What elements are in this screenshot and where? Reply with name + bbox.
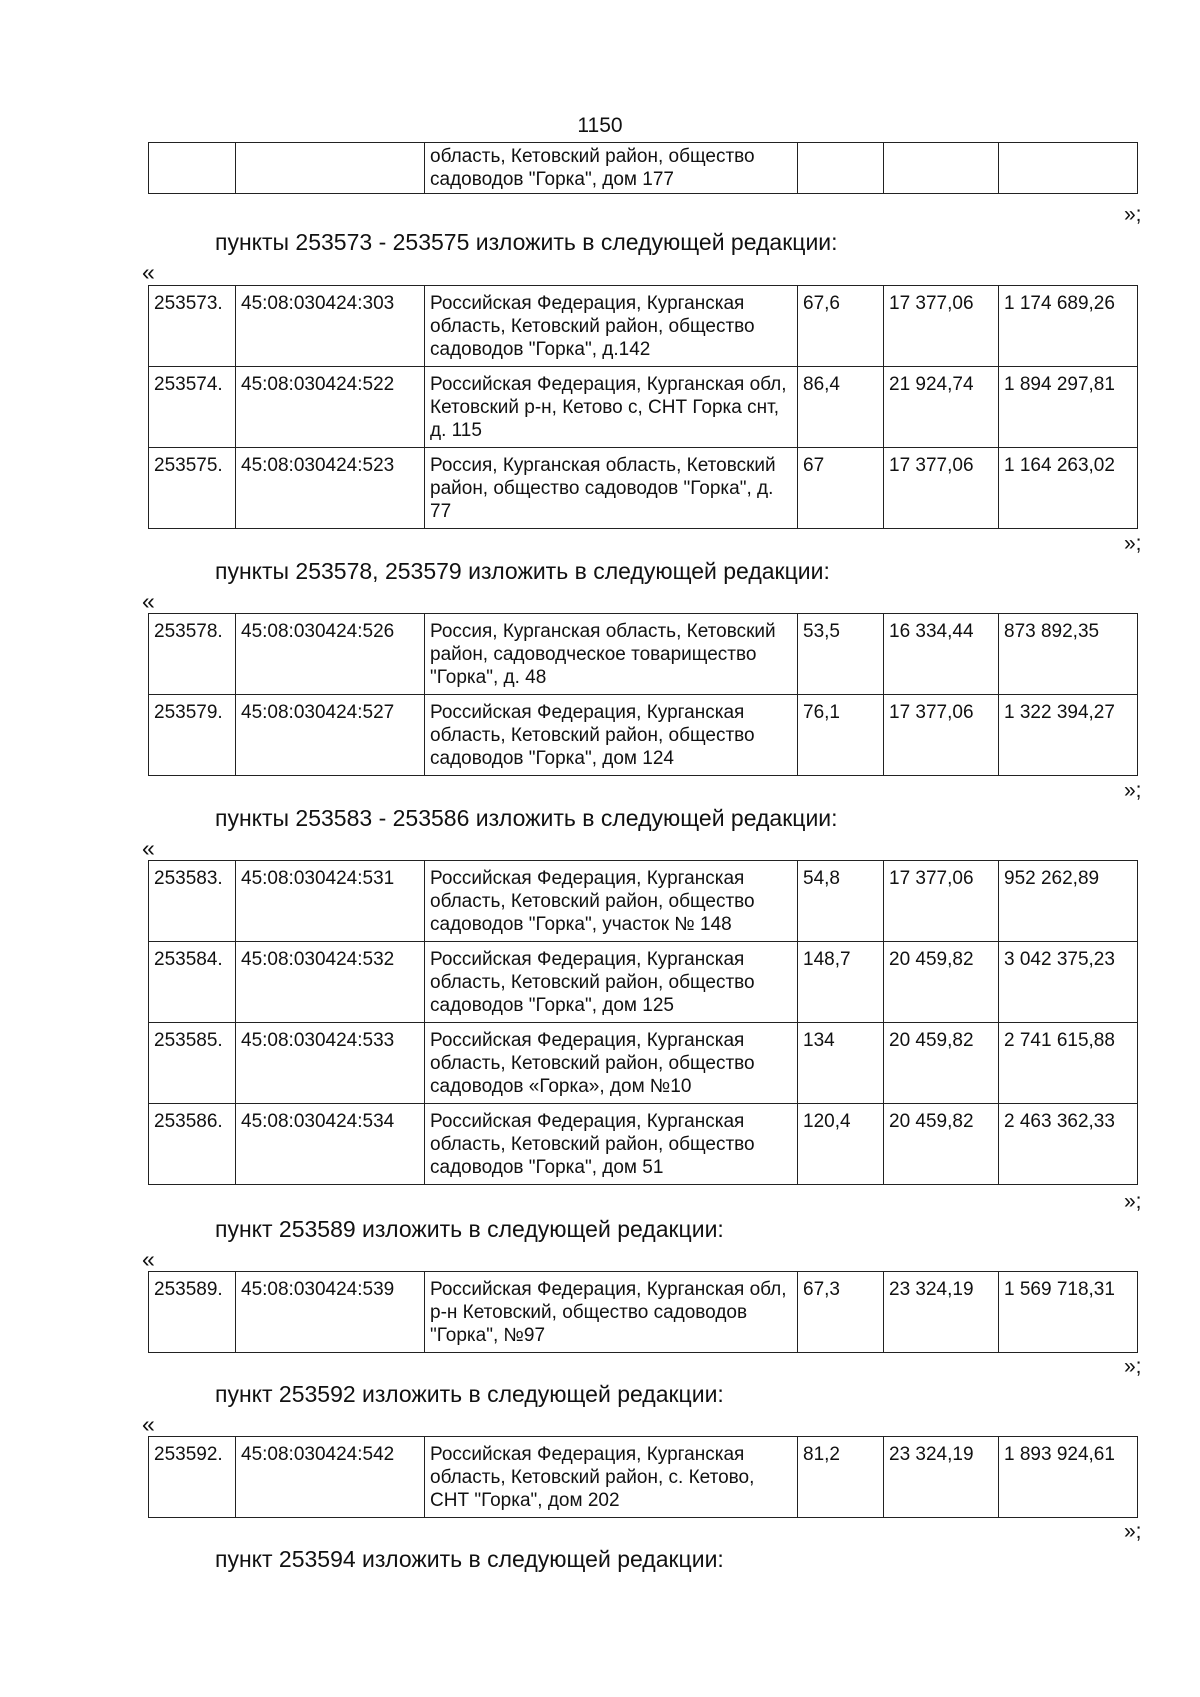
cell-number: 253592. <box>149 1437 236 1518</box>
cell-cadastral: 45:08:030424:526 <box>236 614 425 695</box>
cell-cadastral: 45:08:030424:531 <box>236 861 425 942</box>
table-row <box>149 1272 1138 1353</box>
cell-rate: 23 324,19 <box>884 1272 999 1353</box>
cell-value: 2 463 362,33 <box>999 1104 1138 1185</box>
section-table <box>148 860 1138 1185</box>
table-row <box>149 614 1138 695</box>
cell-number: 253575. <box>149 448 236 529</box>
cell-area: 67,3 <box>798 1272 884 1353</box>
cell-area: 67 <box>798 448 884 529</box>
cell-cadastral: 45:08:030424:523 <box>236 448 425 529</box>
cell-cadastral: 45:08:030424:533 <box>236 1023 425 1104</box>
cell-cadastral: 45:08:030424:303 <box>236 286 425 367</box>
cell-address: Российская Федерация, Курганская область, Кетовский район, общество садоводов "Горка", д.142 <box>425 286 798 367</box>
cell-rate: 16 334,44 <box>884 614 999 695</box>
cell-cadastral: 45:08:030424:542 <box>236 1437 425 1518</box>
cell-address: Российская Федерация, Курганская область, Кетовский район, общество садоводов "Горка", участок № 148 <box>425 861 798 942</box>
cell-rate: 17 377,06 <box>884 861 999 942</box>
cell-value: 1 164 263,02 <box>999 448 1138 529</box>
cell-number: 253589. <box>149 1272 236 1353</box>
cell-area: 134 <box>798 1023 884 1104</box>
cell-cadastral: 45:08:030424:532 <box>236 942 425 1023</box>
cell-area: 54,8 <box>798 861 884 942</box>
cell-address: Россия, Курганская область, Кетовский район, садоводческое товарищество "Горка", д. 48 <box>425 614 798 695</box>
cell-area: 53,5 <box>798 614 884 695</box>
cell-rate: 20 459,82 <box>884 1023 999 1104</box>
table-row <box>149 1023 1138 1104</box>
open-quote: « <box>142 588 155 614</box>
cell-address: Российская Федерация, Курганская область, Кетовский район, общество садоводов "Горка", дом 51 <box>425 1104 798 1185</box>
cell-rate <box>884 143 999 194</box>
section-heading: пункт 253592 изложить в следующей редакции: <box>215 1381 724 1407</box>
cell-number: 253574. <box>149 367 236 448</box>
open-quote: « <box>142 259 155 285</box>
table-row <box>149 695 1138 776</box>
cell-number: 253578. <box>149 614 236 695</box>
section-heading: пункты 253578, 253579 изложить в следующей редакции: <box>215 558 830 584</box>
table-row <box>149 143 1138 194</box>
section-table <box>148 1271 1138 1353</box>
table-row <box>149 448 1138 529</box>
cell-area: 120,4 <box>798 1104 884 1185</box>
cell-address: Российская Федерация, Курганская обл, Кетовский р-н, Кетово с, СНТ Горка снт, д. 115 <box>425 367 798 448</box>
cell-number: 253586. <box>149 1104 236 1185</box>
page-number: 1150 <box>577 114 623 137</box>
cell-address: Российская Федерация, Курганская обл, р-н Кетовский, общество садоводов "Горка", №97 <box>425 1272 798 1353</box>
cell-value: 1 893 924,61 <box>999 1437 1138 1518</box>
cell-value: 3 042 375,23 <box>999 942 1138 1023</box>
open-quote: « <box>142 1246 155 1272</box>
table-row <box>149 1437 1138 1518</box>
cell-number: 253583. <box>149 861 236 942</box>
cell-cadastral: 45:08:030424:527 <box>236 695 425 776</box>
cell-number <box>149 143 236 194</box>
cell-rate: 23 324,19 <box>884 1437 999 1518</box>
cell-number: 253585. <box>149 1023 236 1104</box>
cell-cadastral: 45:08:030424:522 <box>236 367 425 448</box>
section-table <box>148 613 1138 776</box>
cell-rate: 17 377,06 <box>884 448 999 529</box>
section-table <box>148 285 1138 529</box>
cell-area: 76,1 <box>798 695 884 776</box>
cell-address: Россия, Курганская область, Кетовский район, общество садоводов "Горка", д. 77 <box>425 448 798 529</box>
section-heading: пункты 253573 - 253575 изложить в следующей редакции: <box>215 229 838 255</box>
table-row <box>149 367 1138 448</box>
table-row <box>149 861 1138 942</box>
cell-value: 873 892,35 <box>999 614 1138 695</box>
close-quote: »; <box>1124 203 1142 226</box>
cell-rate: 20 459,82 <box>884 1104 999 1185</box>
continuation-table <box>148 142 1138 194</box>
cell-cadastral: 45:08:030424:539 <box>236 1272 425 1353</box>
close-quote: »; <box>1124 1355 1142 1378</box>
section-heading: пункт 253594 изложить в следующей редакции: <box>215 1546 724 1572</box>
cell-area: 67,6 <box>798 286 884 367</box>
table-row <box>149 942 1138 1023</box>
cell-number: 253579. <box>149 695 236 776</box>
cell-area <box>798 143 884 194</box>
open-quote: « <box>142 1411 155 1437</box>
cell-rate: 21 924,74 <box>884 367 999 448</box>
cell-value: 1 174 689,26 <box>999 286 1138 367</box>
cell-cadastral: 45:08:030424:534 <box>236 1104 425 1185</box>
section-heading: пункты 253583 - 253586 изложить в следующей редакции: <box>215 805 838 831</box>
cell-value: 2 741 615,88 <box>999 1023 1138 1104</box>
section-table <box>148 1436 1138 1518</box>
cell-cadastral <box>236 143 425 194</box>
cell-value: 1 569 718,31 <box>999 1272 1138 1353</box>
table-row <box>149 1104 1138 1185</box>
table-row <box>149 286 1138 367</box>
cell-value: 1 894 297,81 <box>999 367 1138 448</box>
cell-area: 81,2 <box>798 1437 884 1518</box>
cell-area: 86,4 <box>798 367 884 448</box>
section-heading: пункт 253589 изложить в следующей редакции: <box>215 1216 724 1242</box>
cell-value: 1 322 394,27 <box>999 695 1138 776</box>
cell-number: 253573. <box>149 286 236 367</box>
cell-address: Российская Федерация, Курганская область, Кетовский район, общество садоводов "Горка", дом 125 <box>425 942 798 1023</box>
close-quote: »; <box>1124 1190 1142 1213</box>
cell-address: Российская Федерация, Курганская область, Кетовский район, общество садоводов "Горка", дом 124 <box>425 695 798 776</box>
cell-number: 253584. <box>149 942 236 1023</box>
close-quote: »; <box>1124 532 1142 555</box>
cell-rate: 20 459,82 <box>884 942 999 1023</box>
cell-rate: 17 377,06 <box>884 695 999 776</box>
cell-value <box>999 143 1138 194</box>
open-quote: « <box>142 835 155 861</box>
cell-address: Российская Федерация, Курганская область, Кетовский район, с. Кетово, СНТ "Горка", дом 202 <box>425 1437 798 1518</box>
close-quote: »; <box>1124 779 1142 802</box>
cell-area: 148,7 <box>798 942 884 1023</box>
cell-rate: 17 377,06 <box>884 286 999 367</box>
cell-address: область, Кетовский район, общество садоводов "Горка", дом 177 <box>425 143 798 194</box>
close-quote: »; <box>1124 1520 1142 1543</box>
cell-address: Российская Федерация, Курганская область, Кетовский район, общество садоводов «Горка», дом №10 <box>425 1023 798 1104</box>
cell-value: 952 262,89 <box>999 861 1138 942</box>
